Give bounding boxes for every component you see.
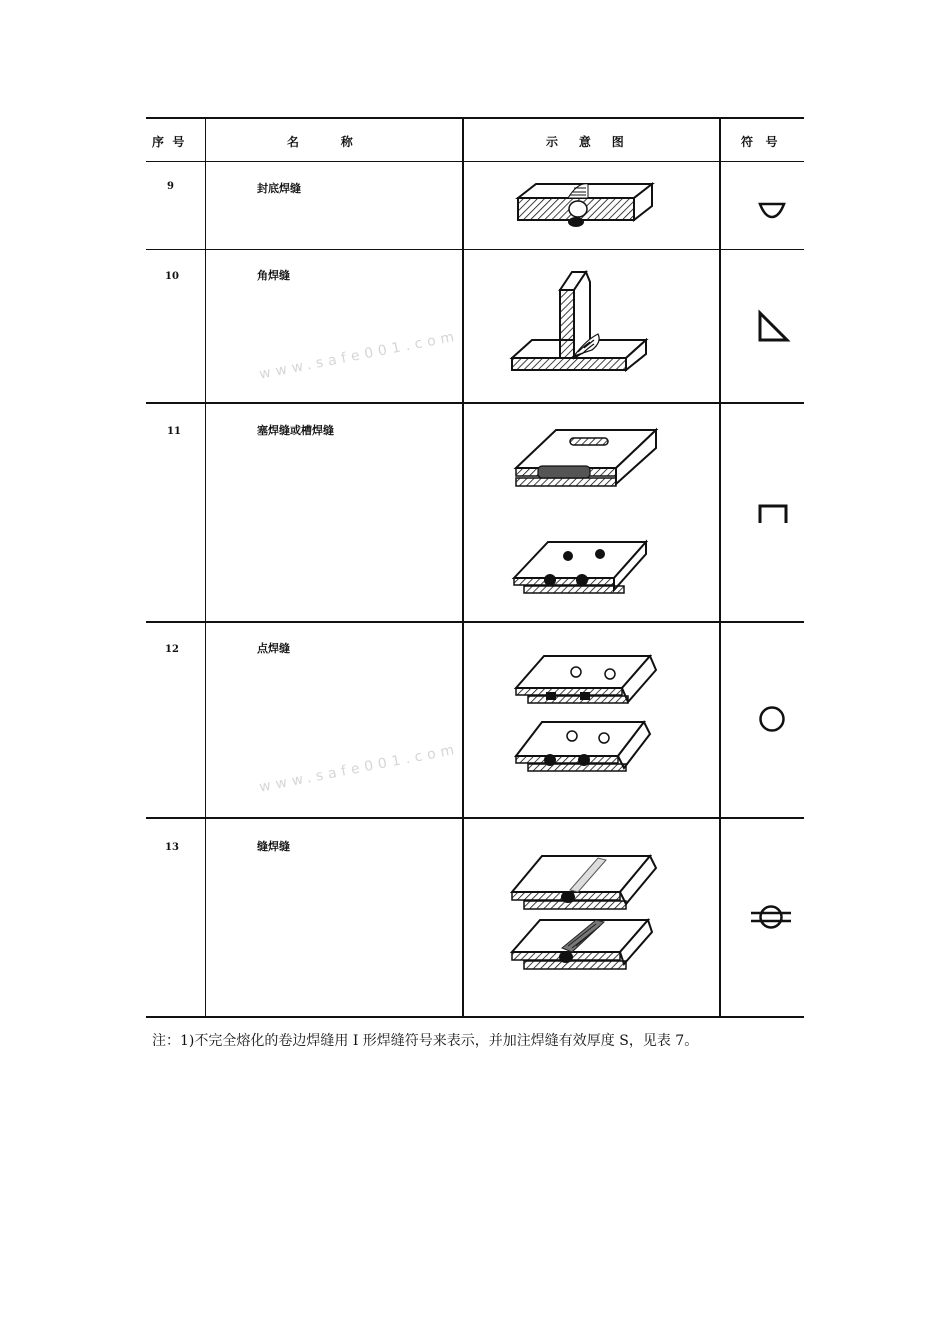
spot-weld-symbol-icon [756, 703, 788, 735]
backing-weld-symbol-icon [757, 200, 787, 220]
plug-weld-diagram [510, 424, 660, 599]
row-name: 封底焊缝 [257, 182, 301, 195]
seam-weld-symbol-icon [749, 902, 793, 932]
row-name: 塞焊缝或槽焊缝 [257, 424, 334, 437]
row-number: 13 [165, 842, 179, 853]
row-number: 9 [167, 181, 174, 192]
row-divider [146, 249, 804, 250]
table-bottom-rule [146, 1016, 804, 1018]
header-symbol: 符 号 [741, 135, 778, 149]
header-seq: 序 号 [152, 135, 185, 149]
table-top-rule [146, 117, 804, 119]
header-bottom-rule [146, 161, 804, 162]
fillet-weld-symbol-icon [757, 310, 791, 344]
backing-weld-diagram [510, 176, 660, 231]
spot-weld-diagram [510, 652, 660, 777]
row-number: 10 [165, 271, 179, 282]
row-number: 11 [167, 426, 181, 437]
plug-weld-symbol-icon [757, 503, 789, 525]
column-divider [462, 118, 464, 1017]
fillet-weld-diagram [510, 270, 660, 375]
seam-weld-diagram [510, 850, 660, 975]
header-diagram: 示 意 图 [546, 135, 624, 149]
row-divider [146, 621, 804, 623]
watermark: www.safe001.com [258, 741, 461, 796]
footnote: 注：1)不完全熔化的卷边焊缝用 I 形焊缝符号来表示，并加注焊缝有效厚度 S，见表 7。 [152, 1033, 699, 1049]
column-divider [719, 118, 721, 1017]
watermark: www.safe001.com [258, 328, 461, 383]
row-divider [146, 817, 804, 819]
row-name: 缝焊缝 [257, 840, 290, 853]
row-number: 12 [165, 644, 179, 655]
header-name: 名 称 [287, 135, 353, 149]
column-divider [205, 118, 206, 1017]
row-divider [146, 402, 804, 404]
row-name: 角焊缝 [257, 269, 290, 282]
row-name: 点焊缝 [257, 642, 290, 655]
